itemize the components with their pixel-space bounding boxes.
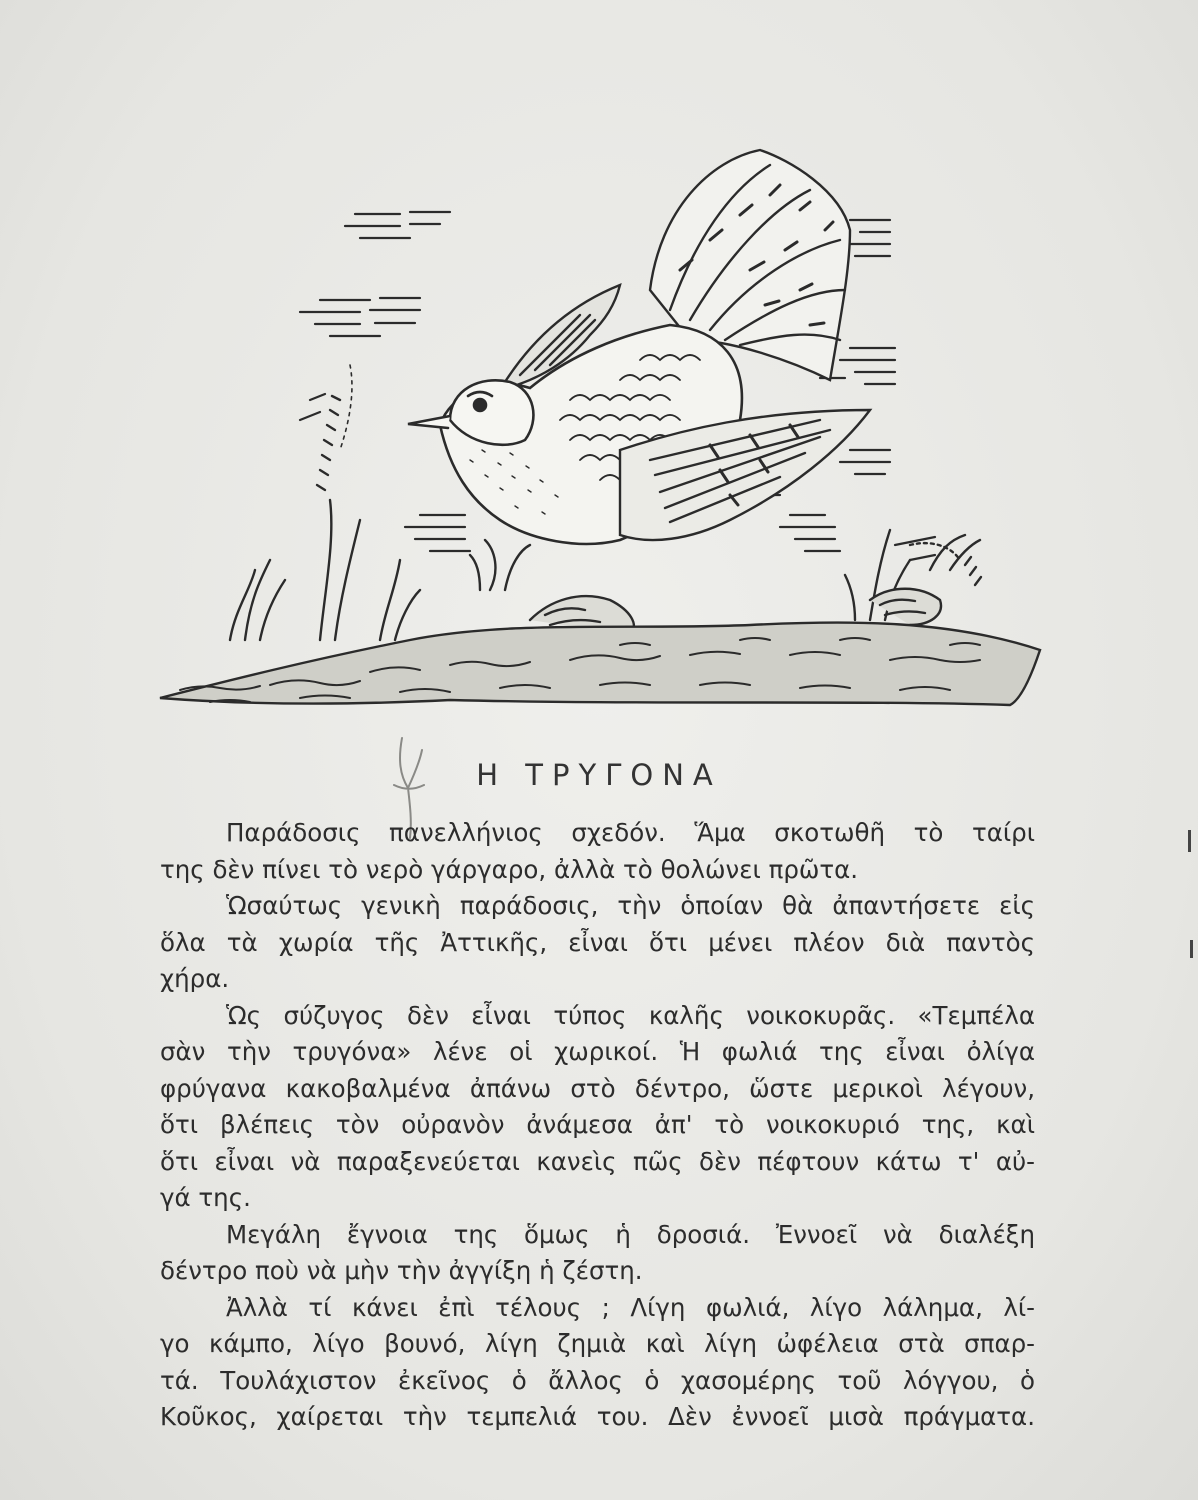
body-text [160, 815, 1035, 1436]
text-line: γο κάμπο, λίγο βουνό, λίγη ζημιὰ καὶ λίγη ὠφέλεια στὰ σπαρ- [160, 1329, 1035, 1358]
text-line: Ὡσαύτως γενικὴ παράδοσις, τὴν ὁποίαν θὰ ἀπαντήσετε εἰς [226, 891, 1035, 920]
text-line: γά της. [160, 1183, 251, 1212]
text-line: δέντρο ποὺ νὰ μὴν τὴν ἀγγίξη ἡ ζέστη. [160, 1256, 643, 1285]
text-line: ὅτι εἶναι νὰ παραξενεύεται κανεὶς πῶς δὲν πέφτουν κάτω τ' αὐ- [160, 1146, 1035, 1176]
text-line: Κοῦκος, χαίρεται τὴν τεμπελιά του. Δὲν ἐννοεῖ μισὰ πράγματα. [160, 1402, 1035, 1431]
text-line: Μεγάλη ἔγνοια της ὅμως ἡ δροσιά. Ἐννοεῖ νὰ διαλέξη [226, 1219, 1035, 1249]
text-line: ὅτι βλέπεις τὸν οὐρανὸν ἀνάμεσα ἀπ' τὸ νοικοκυριό της, καὶ [160, 1110, 1035, 1139]
text-line: της δὲν πίνει τὸ νερὸ γάργαρο, ἀλλὰ τὸ θολώνει πρῶτα. [160, 854, 859, 884]
page-edge-mark [1190, 940, 1193, 958]
paragraph [160, 998, 1035, 1217]
text-line: τά. Τουλάχιστον ἐκεῖνος ὁ ἄλλος ὁ χασομέρης τοῦ λόγγου, ὁ [160, 1365, 1035, 1395]
dove-head [408, 380, 533, 445]
paragraph [160, 888, 1035, 998]
turtle-dove-illustration [150, 120, 1050, 720]
page-edge-mark [1188, 830, 1191, 852]
page-title: Η ΤΡΥΓΟΝΑ [476, 758, 722, 792]
paragraph [160, 1290, 1035, 1436]
text-line: φρύγανα κακοβαλμένα ἀπάνω στὸ δέντρο, ὥστε μερικοὶ λέγουν, [160, 1073, 1035, 1103]
text-line: χήρα. [160, 964, 230, 993]
text-line: Ὡς σύζυγος δὲν εἶναι τύπος καλῆς νοικοκυρᾶς. «Τεμπέλα [226, 1000, 1035, 1030]
ground [160, 589, 1040, 705]
text-line: Παράδοσις πανελλήνιος σχεδόν. Ἅμα σκοτωθῆ τὸ ταίρι [226, 818, 1035, 847]
paragraph [160, 1217, 1035, 1290]
text-line: Ἀλλὰ τί κάνει ἐπὶ τέλους ; Λίγη φωλιά, λίγο λάλημα, λί- [226, 1292, 1035, 1322]
paragraph [160, 815, 1035, 888]
text-line: ὅλα τὰ χωρία τῆς Ἀττικῆς, εἶναι ὅτι μένει πλέον διὰ παντὸς [160, 927, 1035, 957]
text-line: σὰν τὴν τρυγόνα» λένε οἱ χωρικοί. Ἡ φωλιά της εἶναι ὀλίγα [160, 1037, 1035, 1066]
